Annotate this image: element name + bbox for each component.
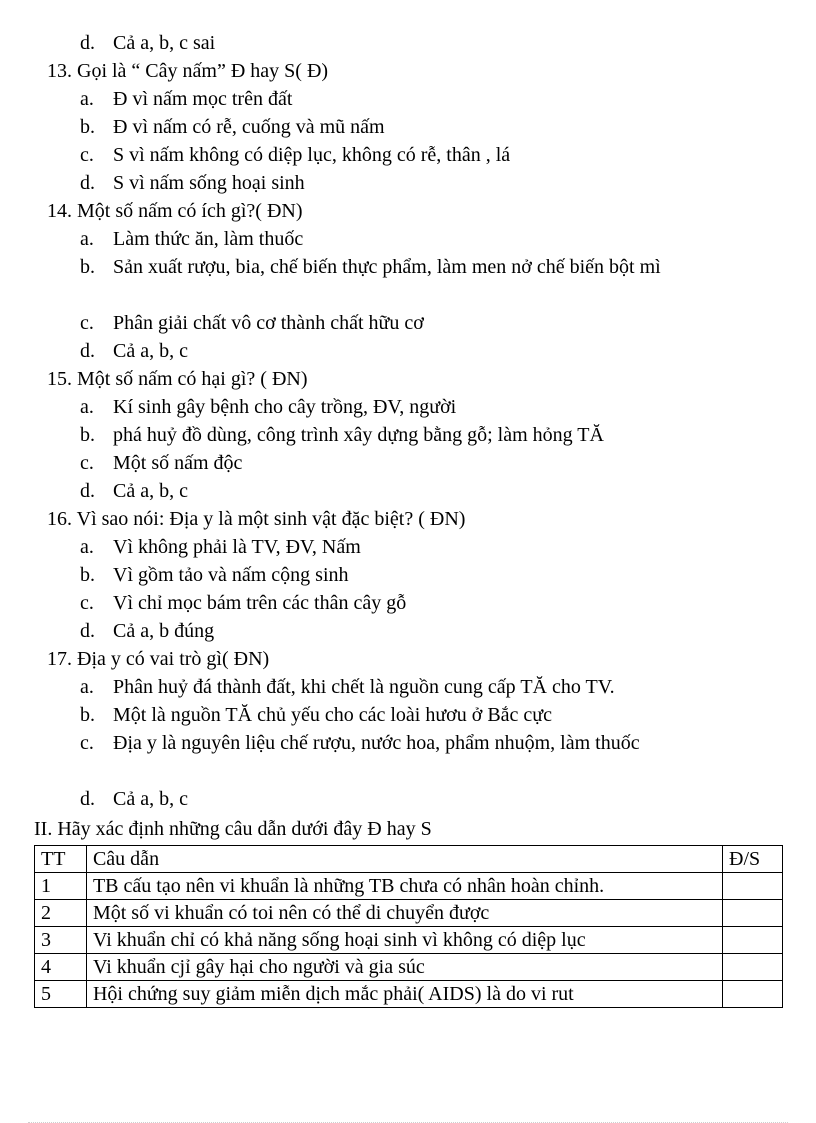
option-text: Cả a, b, c sai (113, 32, 216, 54)
q12-option-d (0, 29, 816, 57)
option-text: Một là nguồn TĂ chủ yếu cho các loài hươu ở Bắc cực (113, 704, 553, 726)
option-text: Vì chỉ mọc bám trên các thân cây gỗ (113, 592, 407, 614)
row-statement: Hội chứng suy giảm miễn dịch mắc phải( AIDS) là do vi rut (86, 981, 722, 1008)
row-statement: Vi khuẩn chỉ có khả năng sống hoại sinh vì không có diệp lục (86, 927, 722, 954)
q15-option-c (0, 449, 816, 477)
table-row (35, 981, 783, 1008)
q15-option-a (0, 393, 816, 421)
option-text: Đ vì nấm mọc trên đất (113, 88, 293, 110)
option-label: c. (80, 592, 94, 614)
q17-option-d (0, 785, 816, 813)
q17-question: 17. Địa y có vai trò gì( ĐN) (47, 648, 270, 670)
q16-option-d (0, 617, 816, 645)
table-row (35, 873, 783, 900)
q14-question: 14. Một số nấm có ích gì?( ĐN) (47, 200, 303, 222)
header-tt: TT (35, 846, 87, 873)
option-label: b. (80, 116, 95, 138)
option-label: b. (80, 424, 95, 446)
option-text: Một số nấm độc (113, 452, 243, 474)
row-number: 3 (35, 927, 87, 954)
q15-option-d (0, 477, 816, 505)
q13-question: 13. Gọi là “ Cây nấm” Đ hay S( Đ) (47, 60, 329, 82)
row-number: 4 (35, 954, 87, 981)
option-text: Vì không phải là TV, ĐV, Nấm (113, 536, 361, 558)
row-statement: Vi khuẩn cjỉ gây hại cho người và gia súc (86, 954, 722, 981)
row-number: 5 (35, 981, 87, 1008)
q14-option-d (0, 337, 816, 365)
header-answer: Đ/S (723, 846, 783, 873)
option-text: Cả a, b, c (113, 788, 188, 810)
option-text: Đ vì nấm có rễ, cuống và mũ nấm (113, 116, 385, 138)
row-statement: Một số vi khuẩn có toi nên có thể di chuyển được (86, 900, 722, 927)
option-label: c. (80, 144, 94, 166)
row-answer-cell[interactable] (723, 873, 783, 900)
option-label: a. (80, 676, 94, 698)
q15-option-b (0, 421, 816, 449)
option-label: a. (80, 228, 94, 250)
option-text: Địa y là nguyên liệu chế rượu, nước hoa, phẩm nhuộm, làm thuốc (113, 732, 640, 754)
option-label: c. (80, 452, 94, 474)
row-number: 2 (35, 900, 87, 927)
option-label: a. (80, 396, 94, 418)
option-label: a. (80, 536, 94, 558)
option-label: d. (80, 340, 95, 362)
row-answer-cell[interactable] (723, 954, 783, 981)
table-header-row (35, 846, 783, 873)
q14-option-a (0, 225, 816, 253)
q14-option-c (0, 309, 816, 337)
option-text: Phân huỷ đá thành đất, khi chết là nguồn cung cấp TĂ cho TV. (113, 676, 615, 698)
row-answer-cell[interactable] (723, 927, 783, 954)
option-text: Cả a, b, c (113, 480, 188, 502)
row-number: 1 (35, 873, 87, 900)
option-text: Sản xuất rượu, bia, chế biến thực phẩm, làm men nở chế biến bột mì (113, 256, 661, 278)
option-text: Cả a, b đúng (113, 620, 215, 642)
table-row (35, 954, 783, 981)
q16-option-a (0, 533, 816, 561)
q16-option-b (0, 561, 816, 589)
table-row (35, 927, 783, 954)
row-answer-cell[interactable] (723, 900, 783, 927)
option-label: d. (80, 32, 95, 54)
option-text: S vì nấm không có diệp lục, không có rễ, thân , lá (113, 144, 511, 166)
option-text: S vì nấm sống hoại sinh (113, 172, 305, 194)
q17-option-c (0, 729, 816, 785)
option-text: Vì gồm tảo và nấm cộng sinh (113, 564, 349, 586)
option-label: d. (80, 788, 95, 810)
header-statement: Câu dẫn (86, 846, 722, 873)
q14-option-b (0, 253, 816, 309)
option-label: d. (80, 620, 95, 642)
section-2-heading: II. Hãy xác định những câu dẫn dưới đây Đ hay S (34, 818, 432, 840)
option-label: b. (80, 564, 95, 586)
q17-option-b (0, 701, 816, 729)
option-text: Cả a, b, c (113, 340, 188, 362)
q15-question: 15. Một số nấm có hại gì? ( ĐN) (47, 368, 308, 390)
row-answer-cell[interactable] (723, 981, 783, 1008)
row-statement: TB cấu tạo nên vi khuẩn là những TB chưa có nhân hoàn chỉnh. (86, 873, 722, 900)
q16-option-c (0, 589, 816, 617)
option-label: d. (80, 480, 95, 502)
true-false-table (34, 845, 783, 1008)
option-label: b. (80, 704, 95, 726)
q13-option-a (0, 85, 816, 113)
q16-question: 16. Vì sao nói: Địa y là một sinh vật đặc biệt? ( ĐN) (47, 508, 466, 530)
q13-option-b (0, 113, 816, 141)
option-text: Phân giải chất vô cơ thành chất hữu cơ (113, 312, 424, 334)
option-label: a. (80, 88, 94, 110)
option-text: phá huỷ đồ dùng, công trình xây dựng bằng gỗ; làm hỏng TĂ (113, 424, 604, 446)
option-label: c. (80, 732, 94, 754)
q17-option-a (0, 673, 816, 701)
option-text: Làm thức ăn, làm thuốc (113, 228, 304, 250)
table-row (35, 900, 783, 927)
option-label: c. (80, 312, 94, 334)
option-text: Kí sinh gây bệnh cho cây trồng, ĐV, người (113, 396, 457, 418)
q13-option-d (0, 169, 816, 197)
option-label: b. (80, 256, 95, 278)
option-label: d. (80, 172, 95, 194)
q13-option-c (0, 141, 816, 169)
